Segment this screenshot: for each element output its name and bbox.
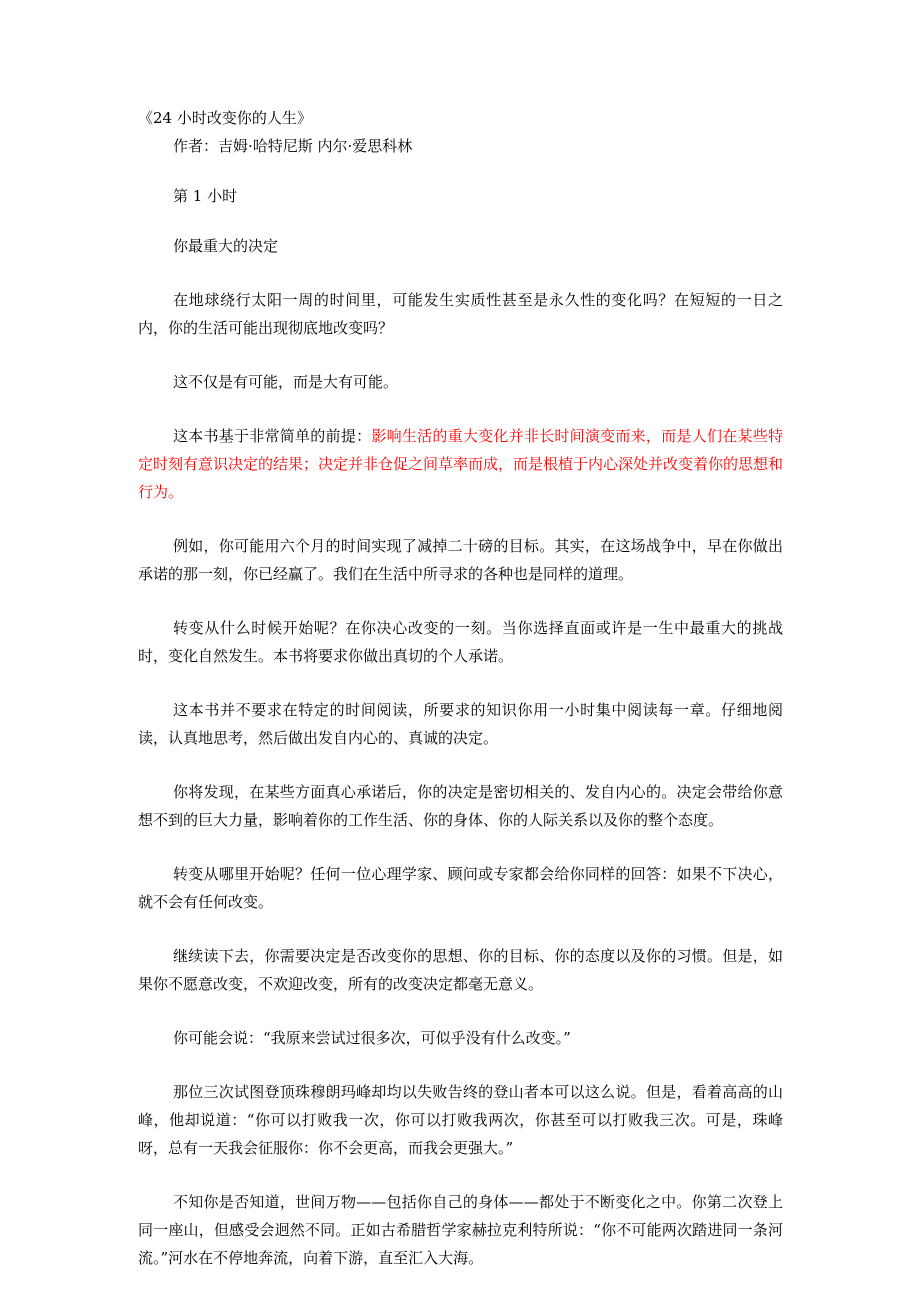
paragraph-8: 转变从哪里开始呢？任何一位心理学家、顾问或专家都会给你同样的回答：如果不下决心，就不会有任何改变。 [138, 865, 783, 911]
author-line: 作者：吉姆·哈特尼斯 内尔·爱思科林 [173, 137, 413, 155]
paragraph-3 [138, 422, 783, 506]
chapter-heading: 你最重大的决定 [173, 237, 279, 255]
paragraph-6: 这本书并不要求在特定的时间阅读，所要求的知识你用一小时集中阅读每一章。仔细地阅读，认真地思考，然后做出发自内心的、真诚的决定。 [138, 701, 783, 747]
paragraph-10: 你可能会说：“我原来尝试过很多次，可似乎没有什么改变。” [173, 1029, 571, 1047]
paragraph-11: 那位三次试图登顶珠穆朗玛峰却均以失败告终的登山者本可以这么说。但是，看着高高的山峰，他却说道：“你可以打败我一次，你可以打败我两次，你甚至可以打败我三次。可是，珠峰呀，总有一天我会征服你：你不会更高，而我会更强大。” [138, 1083, 783, 1157]
paragraph-2: 这不仅是有可能，而是大有可能。 [173, 373, 399, 391]
document-body [138, 104, 783, 1272]
paragraph-12: 不知你是否知道，世间万物——包括你自己的身体——都处于不断变化之中。你第二次登上同一座山，但感受会迥然不同。正如古希腊哲学家赫拉克利特所说：“你不可能两次踏进同一条河流。”河水在不停地奔流，向着下游，直至汇入大海。 [138, 1193, 783, 1267]
paragraph-3-lead: 这本书基于非常简单的前提： [173, 427, 372, 445]
paragraph-9: 继续读下去，你需要决定是否改变你的思想、你的目标、你的态度以及你的习惯。但是，如果你不愿意改变，不欢迎改变，所有的改变决定都毫无意义。 [138, 947, 783, 993]
book-title: 《24 小时改变你的人生》 [138, 109, 312, 127]
paragraph-5: 转变从什么时候开始呢？在你决心改变的一刻。当你选择直面或许是一生中最重大的挑战时，变化自然发生。本书将要求你做出真切的个人承诺。 [138, 619, 783, 665]
paragraph-7: 你将发现，在某些方面真心承诺后，你的决定是密切相关的、发自内心的。决定会带给你意想不到的巨大力量，影响着你的工作生活、你的身体、你的人际关系以及你的整个态度。 [138, 783, 783, 829]
paragraph-3-highlight: 影响生活的重大变化并非长时间演变而来，而是人们在某些特定时刻有意识决定的结果；决定并非仓促之间草率而成，而是根植于内心深处并改变着你的思想和行为。 [138, 427, 784, 501]
chapter-label: 第 1 小时 [173, 187, 238, 205]
paragraph-1: 在地球绕行太阳一周的时间里，可能发生实质性甚至是永久性的变化吗？在短短的一日之内，你的生活可能出现彻底地改变吗？ [138, 291, 783, 337]
paragraph-4: 例如，你可能用六个月的时间实现了减掉二十磅的目标。其实，在这场战争中，早在你做出承诺的那一刻，你已经赢了。我们在生活中所寻求的各种也是同样的道理。 [138, 537, 783, 583]
